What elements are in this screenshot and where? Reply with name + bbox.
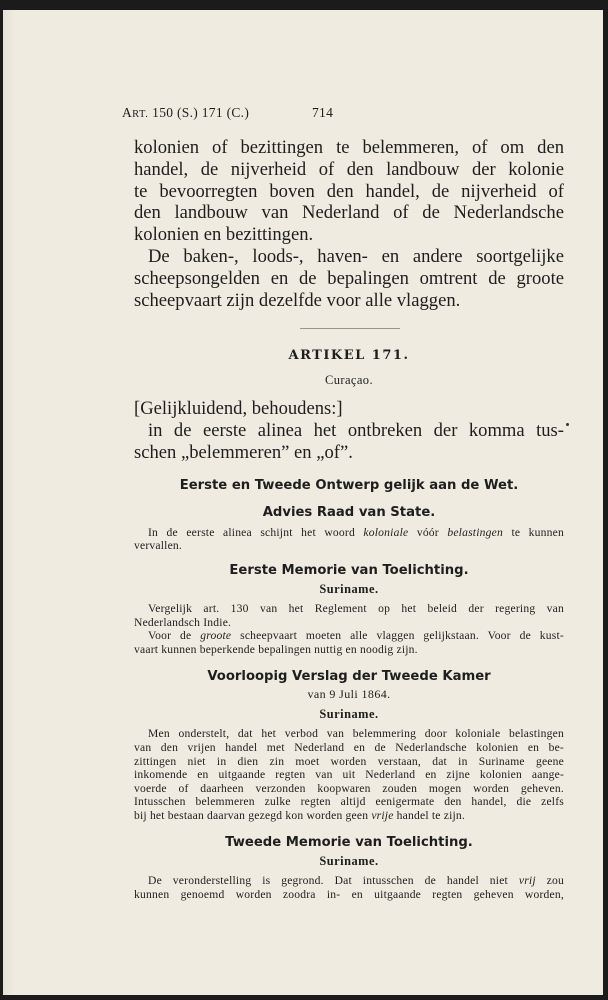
- ontwerp-heading: Eerste en Tweede Ontwerp gelijk aan de Wet.: [179, 477, 519, 493]
- text-line: van den vrijen handel met Nederland en de Nederlandsche kolonien en be-: [134, 740, 564, 754]
- eerste-memorie-heading: Eerste Memorie van Toelichting.: [229, 562, 469, 578]
- text-run: In de eerste alinea schijnt het woord: [148, 525, 364, 539]
- eerste-memorie-body: [134, 602, 564, 656]
- voorloopig-verslag-body: [134, 727, 564, 822]
- text-line: [134, 629, 564, 643]
- text-line: inkomende en uitgaande regten van uit Nederland en zijne kolonien aange-: [134, 768, 564, 782]
- bracket-line: [Gelijkluidend, behoudens:]: [134, 398, 343, 420]
- text-line: De baken-, loods-, haven- en andere soortgelijke: [148, 245, 564, 267]
- tweede-memorie-body: [134, 874, 564, 901]
- text-line: zittingen niet in dien zin moet worden verstaan, dat in Suriname geene: [134, 754, 564, 768]
- reference-prefix: A: [122, 105, 133, 120]
- italic-word: koloniale: [363, 525, 409, 539]
- eerste-memorie-subheading: Suriname.: [319, 581, 379, 596]
- text-line: vaart kunnen beperkende bepalingen nuttig en noodig zijn.: [134, 642, 418, 656]
- text-line: voerde of daarheen verzonden koopwaren zouden mogen worden geheven.: [134, 781, 564, 795]
- text-line: [134, 874, 564, 888]
- article-body: [134, 398, 564, 463]
- text-run: De veronderstelling is gegrond. Dat intusschen de handel niet: [148, 874, 519, 888]
- italic-word: belastingen: [447, 525, 503, 539]
- ink-speck: [566, 423, 569, 426]
- text-run: scheepvaart moeten alle vlaggen gelijkstaan. Voor de kust-: [231, 629, 564, 643]
- italic-word: vrij: [518, 874, 536, 888]
- article-subtitle: Curaçao.: [325, 373, 373, 388]
- text-run: bij het bestaan daarvan gezegd kon worden geen: [134, 808, 372, 822]
- text-line: kolonien of bezittingen te belemmeren, of om den: [134, 137, 564, 158]
- text-run: zou: [535, 874, 564, 888]
- advies-body: [134, 526, 564, 553]
- italic-word: groote: [200, 629, 232, 643]
- page-content: [122, 103, 564, 902]
- article-title: ARTIKEL 171.: [288, 348, 410, 364]
- voorloopig-verslag-subheading: Suriname.: [319, 707, 379, 722]
- reference-rest: 150 (S.) 171 (C.): [148, 105, 250, 120]
- text-run: handel te zijn.: [393, 808, 466, 822]
- tweede-memorie-subheading: Suriname.: [319, 854, 379, 869]
- text-run: te kunnen: [502, 525, 564, 539]
- text-run: vóór: [408, 525, 448, 539]
- text-line: [134, 526, 564, 540]
- intro-paragraph-1: [134, 137, 564, 246]
- page-number: 714: [312, 105, 334, 120]
- advies-heading: Advies Raad van State.: [262, 504, 436, 520]
- text-line: kolonien en bezittingen.: [134, 224, 314, 246]
- voorloopig-verslag-date: van 9 Juli 1864.: [307, 687, 391, 702]
- voorloopig-verslag-heading: Voorloopig Verslag der Tweede Kamer: [207, 669, 491, 685]
- text-line: in de eerste alinea het ontbreken der komma tus-: [148, 420, 564, 442]
- italic-word: vrije: [371, 808, 394, 822]
- text-line: Men onderstelt, dat het verbod van belemmering door koloniale belastingen: [148, 727, 564, 741]
- text-line: vervallen.: [134, 539, 183, 553]
- text-line: [134, 809, 564, 823]
- text-line: den landbouw van Nederland of de Nederlandsche: [134, 202, 564, 224]
- text-line: scheepsongelden en de bepalingen omtrent de groote: [134, 267, 564, 289]
- text-line: handel, de nijverheid of den landbouw der kolonie: [134, 158, 564, 180]
- page-edge-shadow: [3, 10, 15, 995]
- text-line: te bevoorregten boven den handel, de nijverheid of: [134, 180, 564, 202]
- text-line: Intusschen belemmeren zulke regten altijd eenigermate den handel, die zelfs: [134, 795, 564, 809]
- text-line: Vergelijk art. 130 van het Reglement op het beleid der regering van: [148, 601, 564, 615]
- text-line: kunnen genoemd worden zoodra in- en uitgaande regten geheven worden,: [134, 888, 564, 902]
- reference-smallcaps: RT.: [132, 109, 149, 120]
- section-divider: [300, 328, 400, 329]
- tweede-memorie-heading: Tweede Memorie van Toelichting.: [225, 835, 473, 851]
- book-page: [3, 10, 603, 995]
- text-line: scheepvaart zijn dezelfde voor alle vlaggen.: [134, 289, 461, 311]
- running-head: [122, 103, 564, 125]
- text-run: Voor de: [148, 629, 201, 643]
- text-line: schen „belemmeren” en „of”.: [134, 441, 353, 463]
- text-line: Nederlandsch Indie.: [134, 615, 232, 629]
- article-reference: [122, 105, 249, 121]
- intro-paragraph-2: [134, 246, 564, 311]
